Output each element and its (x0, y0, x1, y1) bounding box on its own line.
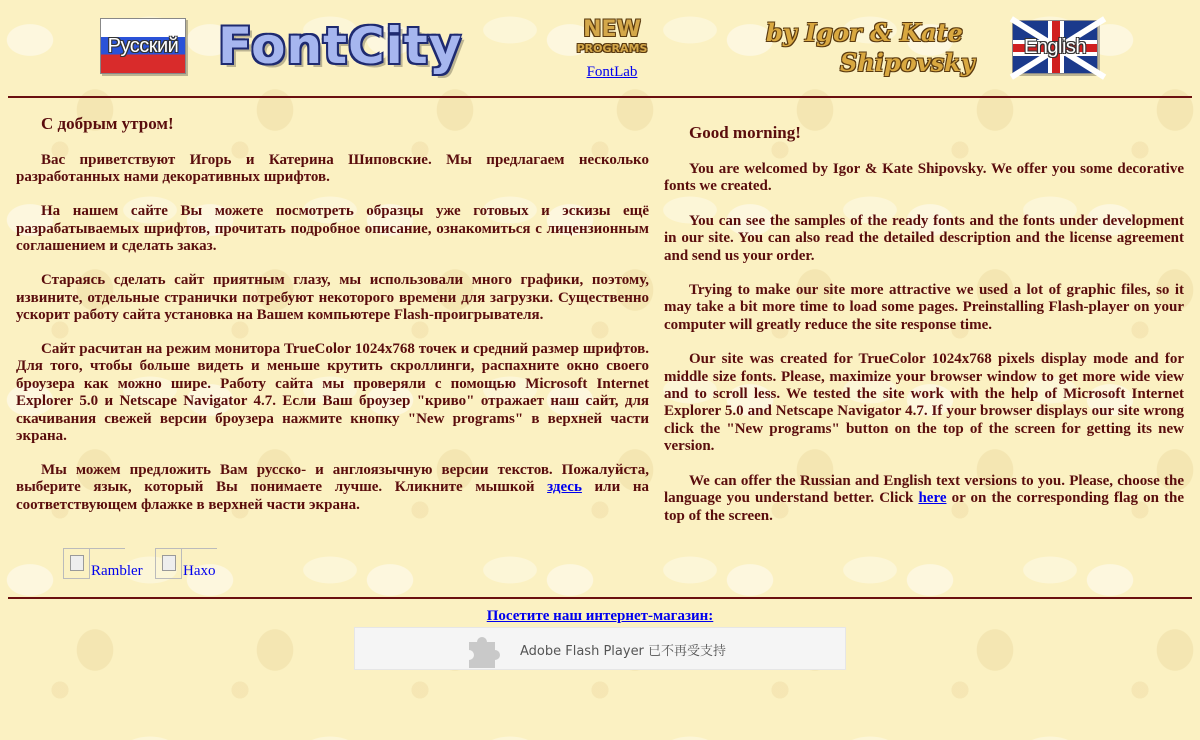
russian-paragraph-2: На нашем сайте Вы можете посмотреть образцы уже готовых и эскизы ещё разрабатываемых шрифтов, прочитать подробное описание, ознакомиться с лицензионным соглашением и сделать заказ. (16, 203, 649, 255)
flash-unsupported-text: Adobe Flash Player 已不再受支持 (520, 644, 727, 659)
new-programs-button[interactable] (574, 18, 650, 60)
russian-p5-text-end: или на соответствующем флажке в верхней части экрана. (16, 479, 650, 513)
authors-signature (766, 18, 982, 78)
russian-flag-label: Русский (107, 34, 179, 57)
rambler-alt-text: Rambler (91, 563, 143, 579)
english-flag-label: English (1023, 35, 1087, 58)
rambler-banner[interactable] (63, 548, 143, 579)
haxo-alt-text: Haxo (183, 563, 216, 579)
russian-paragraph-5 (16, 462, 649, 514)
authors-line-1: by Igor & Kate (766, 18, 963, 47)
russian-p5-text: Мы можем предложить Вам русско- и англоязычную версии текстов. Пожалуйста, выберите язык, который Вы понимаете лучше. Кликните мышкой (16, 462, 649, 496)
english-paragraph-2: You can see the samples of the ready fonts and the fonts under development in our site. You can also read the detailed description and the license agreement and send us your order. (664, 212, 1184, 264)
bottom-divider (8, 597, 1192, 599)
english-flag-button[interactable] (1012, 20, 1098, 74)
english-paragraph-5 (664, 473, 1184, 525)
russian-paragraph-1: Вас приветствуют Игорь и Катерина Шиповские. Мы предлагаем несколько разработанных нами декоративных шрифтов. (16, 152, 649, 186)
top-divider (8, 96, 1192, 98)
puzzle-piece-icon (465, 630, 505, 668)
english-column (664, 123, 1184, 542)
russian-column (16, 114, 649, 531)
new-programs-title: NEW (583, 17, 641, 42)
english-language-link[interactable]: here (918, 490, 947, 507)
english-p5-text-end: or on the corresponding flag on the top of the screen. (664, 490, 1184, 524)
russian-greeting: С добрым утром! (41, 114, 174, 133)
authors-line-2: Shipovsky (840, 48, 975, 77)
russian-paragraph-4: Сайт расчитан на режим монитора TrueColor 1024x768 точек и средний размер шрифтов. Для того, чтобы больше видеть и меньше крутить скроллинги, распахните окно своего броузера как можно шире. Работу сайта мы проверяли с помощью Microsoft Internet Explorer 5.0 и Netscape Navigator 4.7. Если Ваш броузер "криво" отражает наш сайт, для скачивания свежей версии броузера нажмите кнопку "New programs" в верхней части экрана. (16, 341, 649, 445)
counter-banners (63, 548, 233, 580)
fontcity-logo: FontCity (218, 17, 463, 75)
new-programs-subtitle: PROGRAMS (576, 42, 648, 55)
russian-paragraph-3: Стараясь сделать сайт приятным глазу, мы использовали много графики, поэтому, извините, отдельные странички потребуют некоторого времени для загрузки. Существенно ускорит работу сайта установка на Вашем компьютере Flash-проигрывателя. (16, 272, 649, 324)
broken-image-icon (64, 549, 90, 579)
flash-player-placeholder[interactable] (354, 627, 846, 670)
online-shop-link[interactable]: Посетите наш интернет-магазин: (486, 608, 714, 624)
english-paragraph-4: Our site was created for TrueColor 1024x768 pixels display mode and for middle size fonts. Please, maximize your browser window to get more wide view and to scroll less. We tested the site work with the help of Microsoft Internet Explorer 5.0 and Netscape Navigator 4.7. If your browser displays our site wrong click the "New programs" button on the top of the screen for getting its new version. (664, 351, 1184, 455)
english-paragraph-1: You are welcomed by Igor & Kate Shipovsky. We offer you some decorative fonts we created. (664, 161, 1184, 195)
haxo-banner[interactable] (155, 548, 217, 579)
fontlab-link[interactable]: FontLab (586, 64, 638, 80)
english-greeting: Good morning! (689, 123, 801, 142)
header (0, 0, 1200, 92)
russian-language-link[interactable]: здесь (547, 479, 582, 496)
russian-flag-button[interactable] (100, 18, 186, 74)
english-p5-text: We can offer the Russian and English text versions to you. Please, choose the language you understand better. Click (664, 472, 1184, 507)
english-paragraph-3: Trying to make our site more attractive we used a lot of graphic files, so it may take a bit more time to load some pages. Preinstalling Flash-player on your computer will greatly reduce the site response time. (664, 282, 1184, 333)
broken-image-icon (156, 549, 182, 579)
